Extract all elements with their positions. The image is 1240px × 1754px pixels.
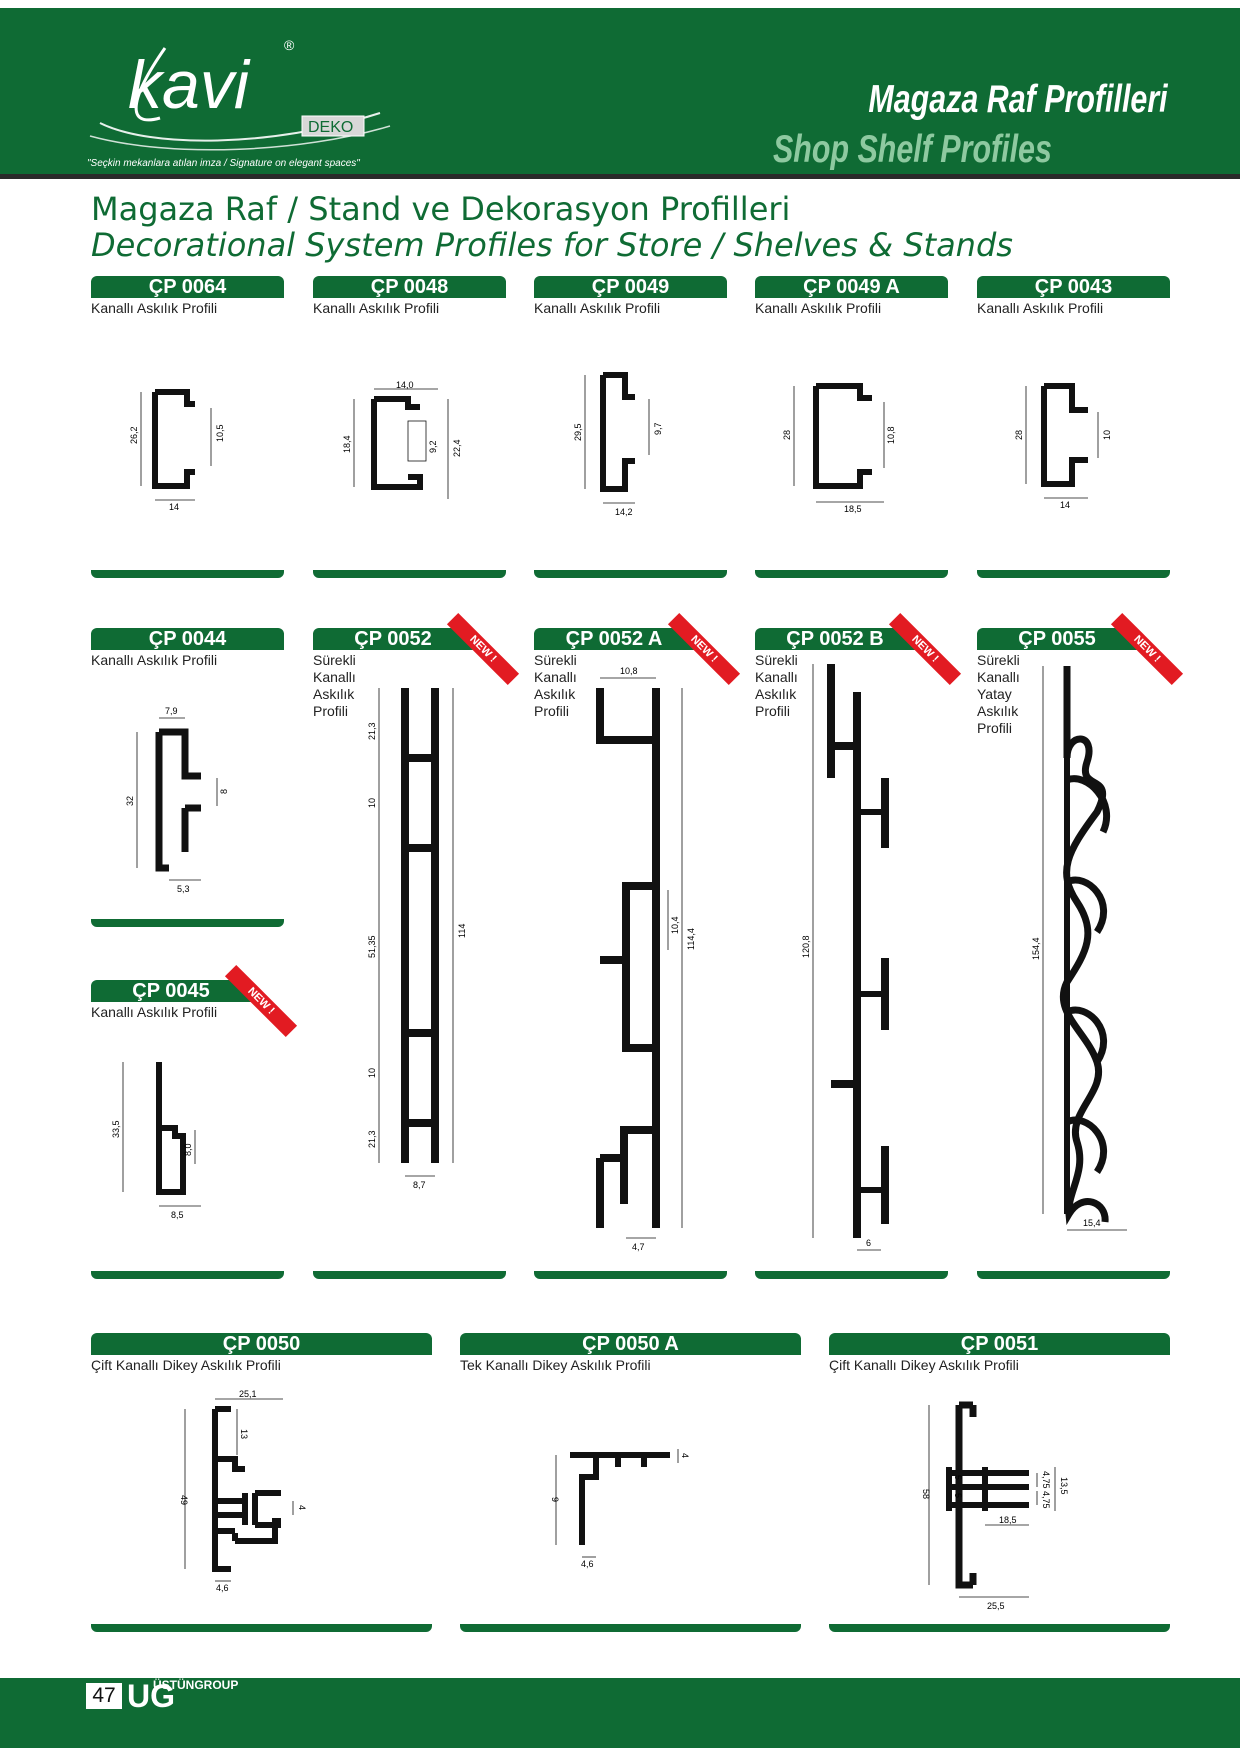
header-title-tr: Magaza Raf Profilleri bbox=[868, 78, 1168, 121]
card-bottom-bar bbox=[755, 1271, 948, 1279]
card-bottom-bar bbox=[91, 1271, 284, 1279]
card-bottom-bar bbox=[534, 1271, 727, 1279]
slogan: "Seçkin mekanlara atılan imza / Signature on elegant spaces" bbox=[87, 158, 360, 169]
dimension-label: 13 bbox=[239, 1429, 249, 1440]
product-description: Kanallı Askılık Profili bbox=[91, 652, 218, 668]
dimension-label: 154,4 bbox=[1031, 937, 1041, 960]
dimension-label: 22,4 bbox=[452, 439, 462, 457]
product-card-cp0052a bbox=[534, 628, 727, 1280]
dimension-label: 18,5 bbox=[844, 504, 862, 514]
card-bottom-bar bbox=[313, 570, 506, 578]
profile-drawing bbox=[363, 668, 483, 1268]
dimension-label: 29,5 bbox=[573, 423, 583, 441]
product-card-cp0045 bbox=[91, 980, 284, 1280]
product-description: Kanallı Askılık Profili bbox=[755, 300, 882, 316]
product-description: Sürekli Kanallı Askılık Profili bbox=[534, 652, 577, 719]
dimension-label: 10,4 bbox=[670, 916, 680, 934]
dimension-label: 10,5 bbox=[215, 424, 225, 442]
dimension-label: 33,5 bbox=[111, 1120, 121, 1138]
profile-drawing bbox=[1012, 380, 1142, 520]
dimension-label: 13,5 bbox=[1059, 1477, 1069, 1495]
card-bottom-bar bbox=[91, 1624, 432, 1632]
product-code: ÇP 0052 B bbox=[755, 628, 915, 650]
product-card-cp0052 bbox=[313, 628, 506, 1280]
dimension-label: 4 bbox=[297, 1505, 307, 1511]
dimension-label: 58 bbox=[921, 1489, 931, 1500]
product-card-cp0052b bbox=[755, 628, 948, 1280]
dimension-label: 18,5 bbox=[999, 1515, 1017, 1525]
product-description: Kanallı Askılık Profili bbox=[91, 300, 218, 316]
card-bottom-bar bbox=[91, 570, 284, 578]
product-card-cp0055 bbox=[977, 628, 1170, 1280]
product-card-cp0049 bbox=[534, 276, 727, 581]
product-code: ÇP 0052 A bbox=[534, 628, 694, 650]
product-description: Sürekli Kanallı Askılık Profili bbox=[755, 652, 798, 719]
dimension-label: 8 bbox=[219, 788, 229, 794]
card-bottom-bar bbox=[977, 570, 1170, 578]
dimension-label: 8,5 bbox=[171, 1210, 184, 1220]
profile-drawing bbox=[569, 371, 699, 521]
dimension-label: 21,3 bbox=[367, 1130, 377, 1148]
page-title-tr: Magaza Raf / Stand ve Dekorasyon Profilleri bbox=[91, 190, 791, 228]
svg-text:DEKO: DEKO bbox=[308, 119, 354, 136]
card-bottom-bar bbox=[977, 1271, 1170, 1279]
dimension-label: 15,4 bbox=[1083, 1218, 1101, 1228]
product-code: ÇP 0064 bbox=[91, 276, 284, 298]
product-card-cp0043 bbox=[977, 276, 1170, 581]
product-description: Çift Kanallı Dikey Askılık Profili bbox=[829, 1357, 1019, 1373]
dimension-label: 25,5 bbox=[987, 1601, 1005, 1611]
card-bottom-bar bbox=[313, 1271, 506, 1279]
page-title-en: Decorational System Profiles for Store / Shelves & Stands bbox=[91, 226, 1013, 264]
dimension-label: 7,9 bbox=[165, 706, 178, 716]
product-code: ÇP 0050 bbox=[91, 1333, 432, 1355]
dimension-label: 10 bbox=[1102, 429, 1112, 440]
dimension-label: 14 bbox=[1060, 500, 1071, 510]
product-code: ÇP 0051 bbox=[829, 1333, 1170, 1355]
product-description: Çift Kanallı Dikey Askılık Profili bbox=[91, 1357, 281, 1373]
dimension-label: 8,0 bbox=[183, 1143, 193, 1156]
product-code: ÇP 0052 bbox=[313, 628, 473, 650]
svg-text:®: ® bbox=[284, 37, 295, 53]
dimension-label: 120,8 bbox=[801, 935, 811, 958]
dimension-label: 6 bbox=[866, 1238, 872, 1248]
card-bottom-bar bbox=[460, 1624, 801, 1632]
dimension-label: 25,1 bbox=[239, 1389, 257, 1399]
dimension-label: 49 bbox=[179, 1495, 189, 1506]
dimension-label: 114,4 bbox=[686, 928, 696, 950]
dimension-label: 5 bbox=[953, 1475, 963, 1481]
profile-drawing bbox=[540, 1433, 690, 1573]
dimension-label: 32 bbox=[125, 795, 135, 806]
product-description: Sürekli Kanallı Askılık Profili bbox=[313, 652, 356, 719]
dimension-label: 4,75 bbox=[1041, 1471, 1051, 1489]
page-number: 47 bbox=[86, 1683, 122, 1709]
ustun-group-label: ÜSTÜNGROUP bbox=[153, 1678, 239, 1692]
dimension-label: 4 bbox=[680, 1453, 690, 1459]
ustun-group-logo: UG bbox=[127, 1678, 175, 1714]
product-card-cp0048 bbox=[313, 276, 506, 581]
new-badge: NEW ! bbox=[679, 628, 727, 676]
product-card-cp0050a bbox=[460, 1333, 801, 1633]
dimension-label: 4,6 bbox=[581, 1559, 594, 1569]
product-description: Kanallı Askılık Profili bbox=[534, 300, 661, 316]
dimension-label: 26,2 bbox=[129, 426, 139, 444]
product-card-cp0044 bbox=[91, 628, 284, 928]
card-bottom-bar bbox=[91, 919, 284, 927]
profile-drawing bbox=[131, 386, 261, 516]
new-badge: NEW ! bbox=[900, 628, 948, 676]
dimension-label: 114 bbox=[457, 923, 467, 938]
product-code: ÇP 0055 bbox=[977, 628, 1137, 650]
dimension-label: 21,3 bbox=[367, 722, 377, 740]
product-code: ÇP 0045 bbox=[91, 980, 251, 1002]
product-description: Kanallı Askılık Profili bbox=[313, 300, 440, 316]
new-badge: NEW ! bbox=[236, 980, 284, 1028]
product-description: Kanallı Askılık Profili bbox=[977, 300, 1104, 316]
dimension-label: 14 bbox=[169, 502, 180, 512]
dimension-label: 5 bbox=[953, 1493, 963, 1499]
profile-drawing bbox=[795, 658, 935, 1258]
product-description: Tek Kanallı Dikey Askılık Profili bbox=[460, 1357, 651, 1373]
dimension-label: 51,35 bbox=[367, 935, 377, 958]
dimension-label: 14,0 bbox=[396, 380, 414, 390]
product-code: ÇP 0044 bbox=[91, 628, 284, 650]
dimension-label: 4,75 bbox=[1041, 1491, 1051, 1509]
dimension-label: 5,3 bbox=[177, 884, 190, 894]
profile-drawing bbox=[780, 376, 930, 516]
dimension-label: 14,2 bbox=[615, 507, 633, 517]
product-card-cp0050 bbox=[91, 1333, 432, 1633]
new-badge: NEW ! bbox=[458, 628, 506, 676]
dimension-label: 10 bbox=[367, 1067, 377, 1078]
profile-drawing bbox=[574, 664, 714, 1264]
dimension-label: 9 bbox=[550, 1497, 560, 1503]
product-code: ÇP 0048 bbox=[313, 276, 506, 298]
dimension-label: 9,7 bbox=[653, 422, 663, 435]
profile-drawing bbox=[171, 1389, 351, 1613]
dimension-label: 10 bbox=[367, 797, 377, 808]
dimension-label: 9,2 bbox=[428, 440, 438, 453]
product-code: ÇP 0049 A bbox=[755, 276, 948, 298]
dimension-label: 28 bbox=[1014, 429, 1024, 440]
card-bottom-bar bbox=[829, 1624, 1170, 1632]
product-card-cp0051 bbox=[829, 1333, 1170, 1633]
dimension-label: 8,7 bbox=[413, 1180, 426, 1190]
dimension-label: 4,6 bbox=[216, 1583, 229, 1593]
profile-drawing bbox=[111, 1060, 261, 1230]
dimension-label: 28 bbox=[782, 429, 792, 440]
dimension-label: 18,4 bbox=[342, 435, 352, 453]
svg-text:kavi: kavi bbox=[128, 47, 249, 123]
product-description: Kanallı Askılık Profili bbox=[91, 1004, 218, 1020]
header-title-en: Shop Shelf Profiles bbox=[773, 128, 1052, 171]
card-bottom-bar bbox=[755, 570, 948, 578]
profile-drawing bbox=[919, 1393, 1119, 1623]
profile-drawing bbox=[338, 381, 488, 521]
product-card-cp0064 bbox=[91, 276, 284, 581]
card-bottom-bar bbox=[534, 570, 727, 578]
product-code: ÇP 0050 A bbox=[460, 1333, 801, 1355]
kavi-deko-logo bbox=[70, 18, 400, 178]
product-card-cp0049a bbox=[755, 276, 948, 581]
dimension-label: 4,7 bbox=[632, 1242, 645, 1252]
product-code: ÇP 0043 bbox=[977, 276, 1170, 298]
new-badge: NEW ! bbox=[1122, 628, 1170, 676]
profile-drawing bbox=[1027, 662, 1157, 1262]
product-code: ÇP 0049 bbox=[534, 276, 727, 298]
product-description: Sürekli Kanallı Yatay Askılık Profili bbox=[977, 652, 1020, 736]
dimension-label: 10,8 bbox=[620, 666, 638, 676]
dimension-label: 10,8 bbox=[886, 426, 896, 444]
profile-drawing bbox=[121, 696, 261, 896]
